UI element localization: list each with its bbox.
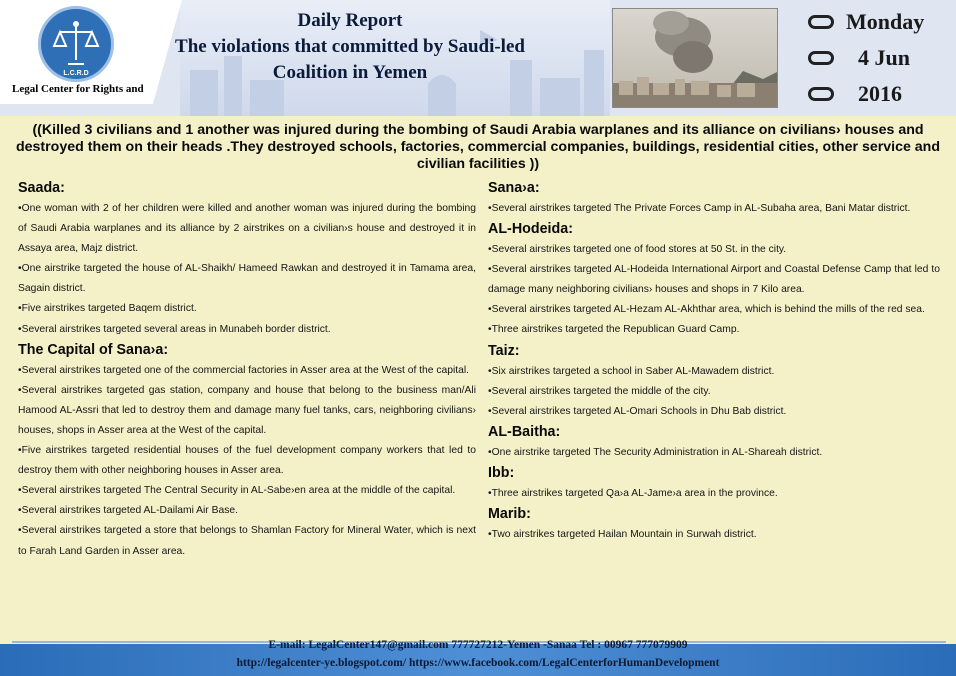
incident-item: •Several airstrikes targeted the middle of the city. [488,385,711,397]
organization-name: Legal Center for Rights and [12,83,144,95]
region-title-ibb: Ibb: [488,464,515,481]
incident-item: •One airstrike targeted The Security Administration in AL-Shareah district. [488,446,823,458]
date-day: Monday [846,9,925,34]
region-title-saada: Saada: [18,180,65,196]
region-title-marib: Marib: [488,506,531,523]
region-title-sanaa: Sana›a: [488,180,540,196]
incident-item: •Several airstrikes targeted one of the commercial factories in Asser area at the West of the capital. [18,364,469,376]
report-summary: ((Killed 3 civilians and 1 another was injured during the bombing of Saudi Arabia warplanes and its alliance on civilians› houses and destroyed them on their heads .They destroyed schools, factories, commercial companies, buildings, residential cities, other service and civilian facilities )) [15,122,941,172]
date-day-row [808,4,956,40]
incident-item: •One airstrike targeted the house of AL-Shaikh/ Hameed Rawkan and destroyed it in Tamama area, Sagain district. [18,263,476,295]
date-year-row [808,76,956,112]
incident-item: •Several airstrikes targeted one of food stores at 50 St. in the city. [488,244,787,256]
report-title [150,8,550,86]
logo-badge: L.C.R.D [63,70,89,77]
incident-item: •Several airstrikes targeted AL-Dailami Air Base. [18,505,238,517]
binder-ring-icon [808,15,834,29]
scales-icon [48,16,104,72]
left-column [18,178,476,562]
region-title-capital-sanaa: The Capital of Sana›a: [18,341,169,358]
incident-item: •Several airstrikes targeted The Central Security in AL-Sabe›en area at the middle of the capital. [18,485,456,497]
incident-item: •One woman with 2 of her children were killed and another woman was injured during the bombing of Saudi Arabia warplanes and its alliance by 2 airstrikes on a civilian›s house and destroyed it in Assaya area, Majz district. [18,203,476,255]
region-title-taiz: Taiz: [488,342,520,359]
date-day-month: 4 Jun [858,45,910,70]
incident-item: •Several airstrikes targeted a store that belongs to Shamlan Factory for Mineral Water, which is next to Farah Land Garden in Asser area. [18,525,476,557]
incident-item: •Three airstrikes targeted the Republican Guard Camp. [488,324,740,336]
incident-item: •Several airstrikes targeted AL-Omari Schools in Dhu Bab district. [488,405,787,417]
incident-item: •Six airstrikes targeted a school in Saber AL-Mawadem district. [488,365,775,377]
report-header [0,0,956,116]
incident-item: •Several airstrikes targeted AL-Hodeida International Airport and Coastal Defense Camp that led to damage many neighboring civilians› houses and shops in 7 Kilo area. [488,264,940,296]
date-daymonth-row [808,40,956,76]
footer-links[interactable]: http://legalcenter-ye.blogspot.com/ https://www.facebook.com/LegalCenterforHumanDevelopment [236,657,720,669]
incident-item: •Five airstrikes targeted residential houses of the fuel development company workers that led to destroy them with other neighboring houses in Asser area. [18,445,476,477]
incident-item: •Three airstrikes targeted Qa›a AL-Jame›a area in the province. [488,487,778,499]
region-title-baitha: AL-Baitha: [488,423,561,440]
title-line-2: The violations that committed by Saudi-led [175,36,525,57]
region-title-hodeida: AL-Hodeida: [488,221,573,238]
incident-item: •Several airstrikes targeted AL-Hezam AL-Akhthar area, which is behind the mills of the red sea. [488,304,925,316]
date-year: 2016 [858,81,902,106]
airstrike-smoke-photo [612,8,778,108]
incident-item: •Several airstrikes targeted gas station, company and house that belong to the business man/Ali Hamood AL-Assri that led to destroy them and damage many fuel tanks, cars, neighboring civilians› houses, shops in Asser area at the West of the capital. [18,384,476,436]
incident-item: •Five airstrikes targeted Baqem district. [18,303,197,315]
incident-item: •Several airstrikes targeted The Private Forces Camp in AL-Subaha area, Bani Matar district. [488,203,911,214]
incident-item: •Two airstrikes targeted Hailan Mountain in Surwah district. [488,529,757,541]
incident-item: •Several airstrikes targeted several areas in Munabeh border district. [18,323,331,335]
title-line-3: Coalition in Yemen [272,62,428,83]
title-line-1: Daily Report [297,10,403,31]
footer-contact: E-mail: LegalCenter147@gmail.com 777727212-Yemen -Sanaa Tel : 00967 777079909 [268,639,688,651]
binder-ring-icon [808,87,834,101]
report-date [808,4,956,112]
binder-ring-icon [808,51,834,65]
right-column [488,178,940,545]
smoke-photo-illustration [613,9,778,108]
